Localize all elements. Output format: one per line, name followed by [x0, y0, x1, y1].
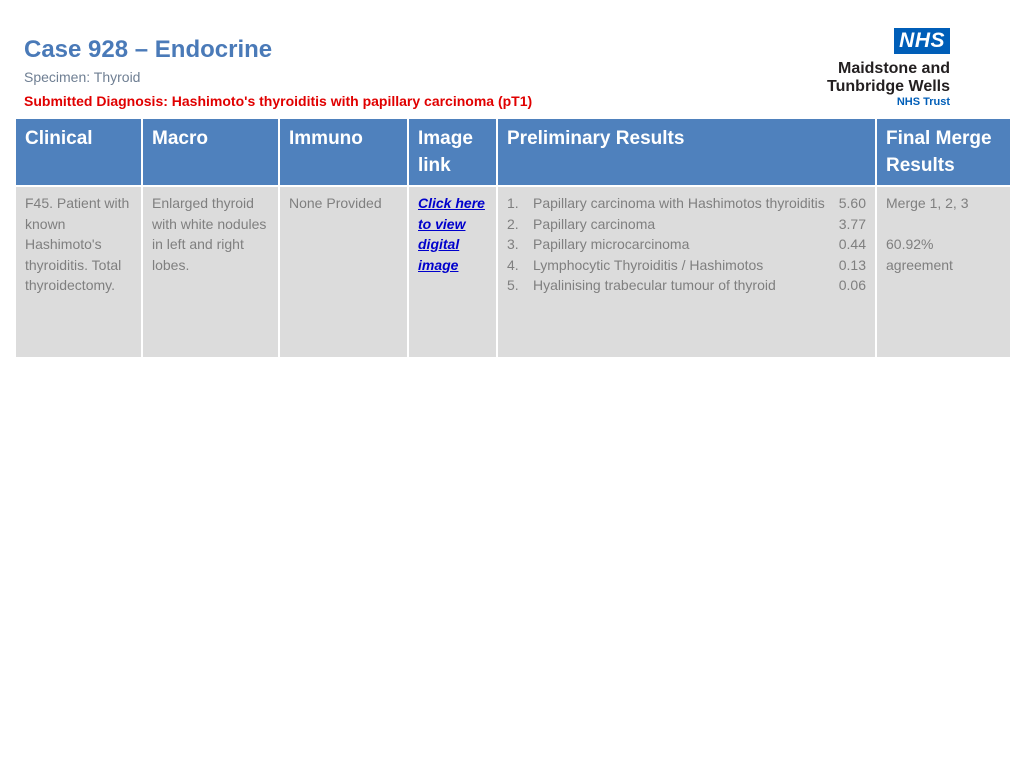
result-label: Papillary carcinoma [533, 215, 656, 232]
header-preliminary-results: Preliminary Results [497, 118, 876, 186]
result-score: 0.44 [838, 236, 866, 252]
header-clinical: Clinical [15, 118, 142, 186]
header-macro: Macro [142, 118, 279, 186]
nhs-badge: NHS [894, 28, 950, 54]
header-image-link: Image link [408, 118, 497, 186]
org-name-line1: Maidstone and [837, 60, 950, 77]
page-title: Case 928 – Endocrine [24, 36, 273, 63]
preliminary-results-list [507, 193, 866, 296]
result-rank: 2. [507, 215, 519, 232]
result-rank: 1. [507, 195, 519, 211]
table-header-row [15, 118, 1011, 186]
case-table [14, 117, 1012, 359]
result-rank: 4. [507, 256, 519, 273]
list-item [507, 214, 866, 235]
list-item [507, 193, 866, 214]
cell-preliminary-results [497, 186, 876, 358]
org-name-trust: NHS Trust [896, 96, 950, 108]
result-rank: 5. [507, 277, 519, 293]
header-immuno: Immuno [279, 118, 408, 186]
merge-summary: Merge 1, 2, 3 [886, 195, 969, 211]
submitted-diagnosis: Submitted Diagnosis: Hashimoto's thyroiditis with papillary carcinoma (pT1) [24, 93, 533, 109]
result-score: 3.77 [838, 215, 866, 232]
cell-clinical: F45. Patient with known Hashimoto's thyroiditis. Total thyroidectomy. [15, 186, 142, 358]
header-final-merge-results: Final Merge Results [876, 118, 1011, 186]
result-label: Papillary microcarcinoma [533, 236, 690, 252]
list-item [507, 255, 866, 276]
nhs-trust-logo [818, 28, 954, 108]
cell-macro: Enlarged thyroid with white nodules in left and right lobes. [142, 186, 279, 358]
cell-immuno: None Provided [279, 186, 408, 358]
cell-final-merge-results [876, 186, 1011, 358]
table-row [15, 186, 1011, 358]
cell-image-link [408, 186, 497, 358]
result-score: 5.60 [838, 195, 866, 211]
org-name-line2: Tunbridge Wells [827, 78, 950, 95]
result-rank: 3. [507, 236, 519, 252]
result-label: Hyalinising trabecular tumour of thyroid [533, 277, 776, 293]
list-item [507, 234, 866, 255]
agreement-percentage: 60.92% agreement [886, 236, 953, 273]
result-label: Papillary carcinoma with Hashimotos thyroiditis [533, 195, 825, 211]
result-score: 0.06 [838, 277, 866, 293]
result-score: 0.13 [838, 256, 866, 273]
result-label: Lymphocytic Thyroiditis / Hashimotos [533, 256, 764, 273]
specimen-label: Specimen: Thyroid [24, 69, 141, 85]
view-digital-image-link[interactable]: Click here to view digital image [418, 195, 485, 273]
list-item [507, 275, 866, 296]
